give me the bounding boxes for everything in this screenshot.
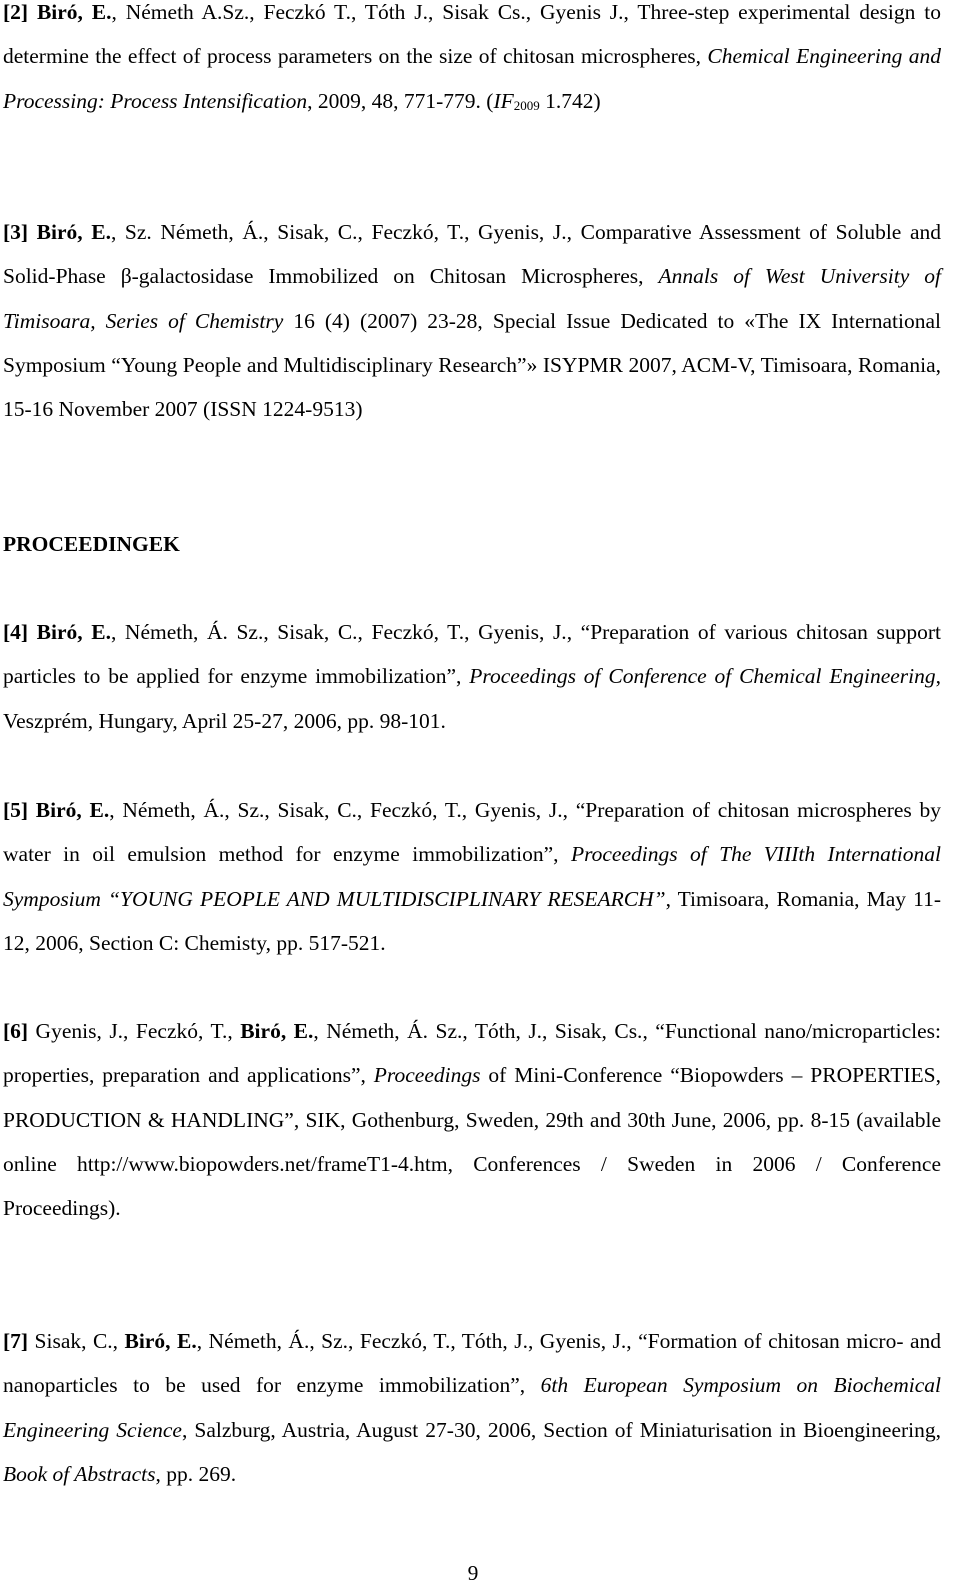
highlighted-author: Biró, E. <box>28 220 111 244</box>
reference-details: of Mini-Conference “Biopowders – PROPERTIES, PRODUCTION & HANDLING”, SIK, Gothenburg, Sweden, 29th and 30th June, 2006, pp. 8-15 (available online http://www.biopowders.net/frameT1-4.htm, Conferences / Sweden in 2006 / Conference Proceedings). <box>3 1063 941 1221</box>
journal-name: Proceedings of The VIIIth International Symposium “YOUNG PEOPLE AND MULTIDISCIPLINARY RESEARCH” <box>3 842 941 911</box>
highlighted-author: Biró, E. <box>28 620 111 644</box>
reference-details: , Salzburg, Austria, August 27-30, 2006, Section of Miniaturisation in Bioengineering, <box>181 1417 941 1442</box>
authors: , Feczkó, T. <box>357 220 465 244</box>
authors: Gyenis, J., Feczkó, T., <box>28 1019 241 1043</box>
authors: , Sz. Németh, Á. <box>110 220 264 244</box>
highlighted-author: Biró, E. <box>28 798 110 822</box>
authors: , Németh, Á. Sz., Tóth, J., Sisak, Cs. <box>313 1019 643 1043</box>
reference-number: [7] <box>3 1329 29 1353</box>
impact-factor-value: 1.742) <box>539 88 601 113</box>
reference-4 <box>3 610 941 743</box>
authors: Sisak, C., <box>28 1329 125 1353</box>
reference-title: , “Preparation of various chitosan support particles to be applied for enzyme immobilization”, <box>3 620 942 689</box>
reference-title: , “Preparation of chitosan microspheres by water in oil emulsion method for enzyme immobilization”, <box>3 798 941 867</box>
reference-6 <box>3 1009 941 1230</box>
authors: , Németh, Á., Sz., Feczkó, T., Tóth, J., Gyenis, J. <box>196 1329 627 1353</box>
reference-title: , “Formation of chitosan micro- and nanoparticles to be used for enzyme immobilization”, <box>3 1329 942 1398</box>
reference-7 <box>3 1319 941 1496</box>
reference-details: , 2009, 48, 771-779. ( <box>307 88 494 113</box>
reference-number: [3] <box>3 220 29 244</box>
book-title: Book of Abstracts <box>3 1461 156 1486</box>
reference-details: 16 (4) (2007) 23-28, Special Issue Dedicated to «The IX International Symposium “Young People and Multidisciplinary Research”» ISYPMR 2007, ACM-V, Timisoara, Romania, 15-16 November 2007 (ISSN 1224-9513) <box>3 308 941 422</box>
reference-number: [2] <box>3 0 29 24</box>
reference-details: , Timisoara, Romania, May 11-12, 2006, Section C: Chemisty, pp. 517-521. <box>3 886 941 955</box>
journal-name: Chemical Engineering and Processing: Process Intensification <box>3 44 942 113</box>
journal-name: Proceedings of Conference of Chemical Engineering <box>469 664 936 689</box>
journal-name: Annals of West University of Timisoara, Series of Chemistry <box>3 264 941 333</box>
section-heading: PROCEEDINGEK <box>3 532 180 556</box>
journal-name: 6th European Symposium on Biochemical Engineering Science <box>3 1373 941 1442</box>
reference-details: , Veszprém, Hungary, April 25-27, 2006, pp. 98-101. <box>3 664 941 733</box>
authors: , Németh A.Sz., Feczkó T., Tóth J., Sisak Cs., Gyenis J. <box>111 0 624 24</box>
journal-name: Proceedings <box>373 1063 481 1088</box>
authors: , Németh, Á. Sz., Sisak, C., Feczkó, T., Gyenis, J. <box>110 620 567 644</box>
authors: , Gyenis, J. <box>464 220 567 244</box>
reference-number: [5] <box>3 798 29 822</box>
reference-number: [4] <box>3 620 29 644</box>
reference-2 <box>3 0 941 123</box>
highlighted-author: Biró, E. <box>28 0 112 24</box>
reference-title: , “Functional nano/microparticles: properties, preparation and applications”, <box>3 1019 941 1088</box>
authors: , Németh, Á., Sz., Sisak, C., Feczkó, T., Gyenis, J. <box>109 798 563 822</box>
highlighted-author: Biró, E. <box>240 1019 314 1043</box>
reference-title: , Comparative Assessment of Soluble and Solid-Phase β-galactosidase Immobilized on Chitosan Microspheres, <box>3 220 941 289</box>
highlighted-author: Biró, E. <box>124 1329 197 1353</box>
reference-number: [6] <box>3 1019 29 1043</box>
authors: , Sisak, C. <box>263 220 358 244</box>
page-number: 9 <box>467 1561 479 1585</box>
page-range: , pp. 269. <box>155 1461 237 1486</box>
impact-factor-label: IF <box>493 88 514 113</box>
impact-factor-year: 2009 <box>513 97 540 113</box>
reference-title: , Three-step experimental design to determine the effect of process parameters on the size of chitosan microspheres, <box>3 0 941 69</box>
reference-3 <box>3 210 941 431</box>
reference-5 <box>3 788 941 965</box>
